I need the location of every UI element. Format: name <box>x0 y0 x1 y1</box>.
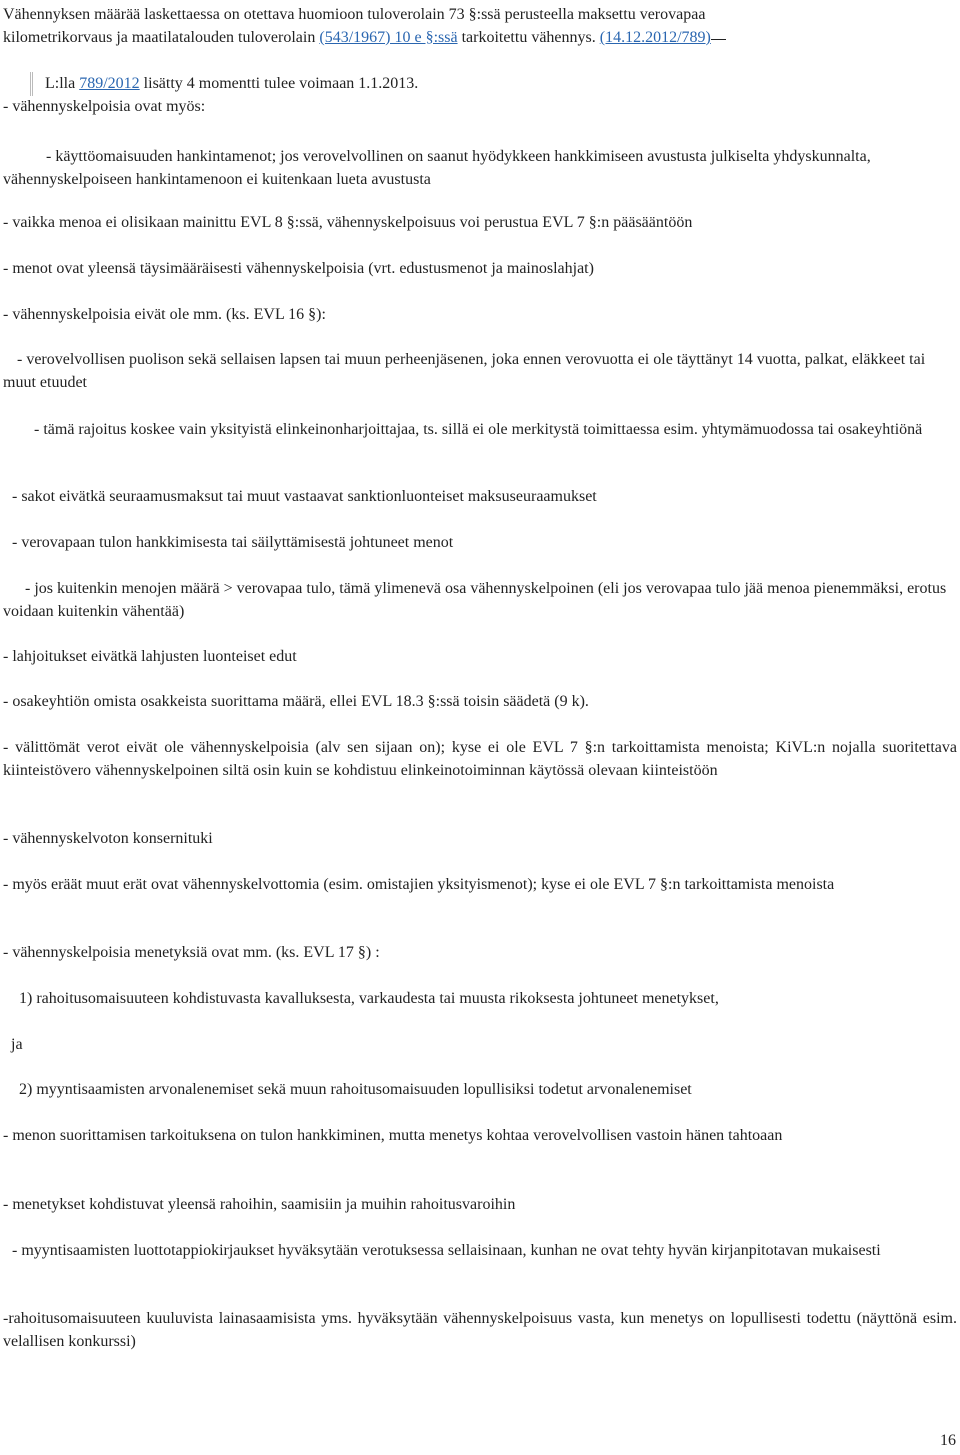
paragraph-fixed-assets: - käyttöomaisuuden hankintamenot; jos verovelvollinen on saanut hyödykkeen hankkimiseen avustusta julkiselta yhdyskunnalta, vähennyskelpoiseen hankintamenoon ei kuitenkaan lueta avustusta <box>3 148 871 188</box>
page-number: 16 <box>940 1432 956 1449</box>
list-item-losses-2: 2) myyntisaamisten arvonalenemiset sekä muun rahoitusomaisuuden lopullisiksi todetut arvonalenemiset <box>19 1081 692 1098</box>
amendment-note-start: L:lla <box>45 75 80 92</box>
list-item-losses-1: 1) rahoitusomaisuuteen kohdistuvasta kavalluksesta, varkaudesta tai muusta rikoksesta johtuneet menetykset, <box>19 990 719 1007</box>
header-paragraph <box>3 3 958 49</box>
amendment-note <box>30 72 418 96</box>
underline-rule <box>711 38 726 40</box>
header-line-2-start: kilometrikorvaus ja maatilatalouden tuloverolain <box>3 29 320 46</box>
paragraph-direct-taxes: - välittömät verot eivät ole vähennyskelpoisia (alv sen sijaan on); kyse ei ole EVL 7 §:n tarkoittamista menoista; KiVL:n nojalla suoritettava kiinteistövero vähennyskelpoinen siltä osin kuin se kohdistuu elinkeinotoiminnan käytössä olevaan kiinteistöön <box>3 739 957 779</box>
paragraph-against-will: - menon suorittamisen tarkoituksena on tulon hankkiminen, mutta menetys kohtaa verovelvollisen vastoin hänen tahtoaan <box>3 1127 783 1144</box>
paragraph-excess-expenses: - jos kuitenkin menojen määrä > verovapaa tulo, tämä ylimenevä osa vähennyskelpoinen (eli jos verovapaa tulo jää menoa pienemmäksi, erotus voidaan kuitenkin vähentää) <box>3 580 947 620</box>
paragraph-group-contribution: - vähennyskelvoton konsernituki <box>3 830 213 847</box>
paragraph-not-deductible: - vähennyskelpoisia eivät ole mm. (ks. EVL 16 §): <box>3 306 326 323</box>
paragraph-tax-free-income: - verovapaan tulon hankkimisesta tai säilyttämisestä johtuneet menot <box>12 534 454 551</box>
paragraph-loan-receivables: -rahoitusomaisuuteen kuuluvista lainasaamisista yms. hyväksytään vähennyskelpoisuus vasta, kun menetys on lopullisesti todettu (näyttönä esim. velallisen konkurssi) <box>3 1310 957 1350</box>
list-connector-and: ja <box>11 1036 23 1053</box>
paragraph-credit-losses: - myyntisaamisten luottotappiokirjaukset hyväksytään verotuksessa sellaisinaan, kunhan ne ovat tehty hyvän kirjanpitotavan mukaisesti <box>12 1242 881 1259</box>
paragraph-donations: - lahjoitukset eivätkä lahjusten luonteiset edut <box>3 648 297 665</box>
header-line-1: Vähennyksen määrää laskettaessa on otettava huomioon tuloverolain 73 §:ssä perusteella maksettu verovapaa <box>3 6 706 23</box>
paragraph-deductible-also: - vähennyskelpoisia ovat myös: <box>3 98 206 115</box>
paragraph-deductible-losses: - vähennyskelpoisia menetyksiä ovat mm. (ks. EVL 17 §) : <box>3 944 380 961</box>
paragraph-other-items: - myös eräät muut erät ovat vähennyskelvottomia (esim. omistajien yksityismenot); kyse ei ole EVL 7 §:n tarkoittamista menoista <box>3 876 835 893</box>
amendment-reference-link[interactable]: (14.12.2012/789) <box>599 29 711 46</box>
amendment-note-end: lisätty 4 momentti tulee voimaan 1.1.2013. <box>139 75 419 92</box>
paragraph-evl-8: - vaikka menoa ei olisikaan mainittu EVL 8 §:ssä, vähennyskelpoisuus voi perustua EVL 7 §:n pääsääntöön <box>3 214 693 231</box>
law-reference-link[interactable]: (543/1967) 10 e §:ssä <box>319 29 458 46</box>
paragraph-private-entrepreneur: - tämä rajoitus koskee vain yksityistä elinkeinonharjoittajaa, ts. sillä ei ole merkitystä toimittaessa esim. yhtymämuodossa tai osakeyhtiönä <box>34 421 923 438</box>
paragraph-fully-deductible: - menot ovat yleensä täysimääräisesti vähennyskelpoisia (vrt. edustusmenot ja mainoslahjat) <box>3 260 594 277</box>
paragraph-own-shares: - osakeyhtiön omista osakkeista suorittama määrä, ellei EVL 18.3 §:ssä toisin säädetä (9 k). <box>3 693 589 710</box>
paragraph-financial-assets: - menetykset kohdistuvat yleensä rahoihin, saamisiin ja muihin rahoitusvaroihin <box>3 1196 516 1213</box>
paragraph-spouse-wages: - verovelvollisen puolison sekä sellaisen lapsen tai muun perheenjäsenen, joka ennen verovuotta ei ole täyttänyt 14 vuotta, palkat, eläkkeet tai muut etuudet <box>3 351 926 391</box>
amendment-note-link[interactable]: 789/2012 <box>79 75 140 92</box>
header-line-2-mid: tarkoitettu vähennys. <box>457 29 600 46</box>
paragraph-fines: - sakot eivätkä seuraamusmaksut tai muut vastaavat sanktionluonteiset maksuseuraamukset <box>12 488 597 505</box>
